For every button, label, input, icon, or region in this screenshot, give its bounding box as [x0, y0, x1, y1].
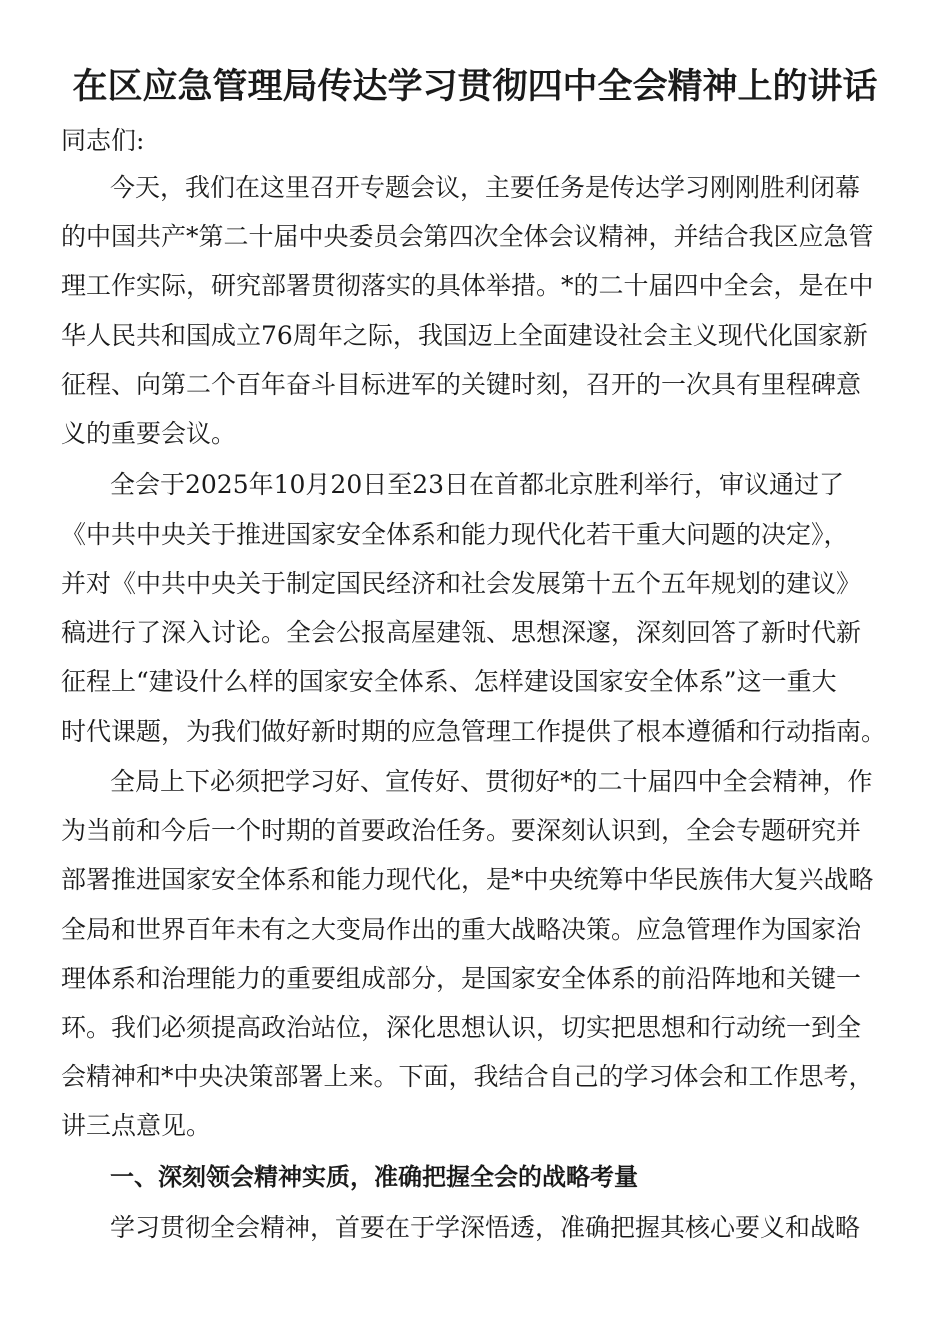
paragraph-1-line-4: 华人民共和国成立76周年之际，我国迈上全面建设社会主义现代化国家新: [61, 321, 868, 350]
paragraph-1-line-6: 义的重要会议。: [61, 419, 237, 448]
paragraph-2-line-1: 全会于2025年10月20日至23日在首都北京胜利举行，审议通过了: [110, 470, 845, 499]
salutation: 同志们:: [61, 126, 145, 155]
paragraph-2-line-3: 并对《中共中央关于制定国民经济和社会发展第十五个五年规划的建议》: [61, 569, 862, 598]
paragraph-3-line-5: 理体系和治理能力的重要组成部分，是国家安全体系的前沿阵地和关键一: [61, 964, 862, 993]
paragraph-3-line-4: 全局和世界百年未有之大变局作出的重大战略决策。应急管理作为国家治: [61, 915, 862, 944]
paragraph-2-line-4: 稿进行了深入讨论。全会公报高屋建瓴、思想深邃，深刻回答了新时代新: [61, 618, 862, 647]
paragraph-2-line-6: 时代课题，为我们做好新时期的应急管理工作提供了根本遵循和行动指南。: [61, 717, 887, 746]
paragraph-4-line-1: 学习贯彻全会精神，首要在于学深悟透，准确把握其核心要义和战略: [110, 1213, 861, 1242]
paragraph-1-line-2: 的中国共产*第二十届中央委员会第四次全体会议精神，并结合我区应急管: [61, 222, 874, 251]
paragraph-3-line-8: 讲三点意见。: [61, 1111, 212, 1140]
paragraph-2-line-2: 《中共中央关于推进国家安全体系和能力现代化若干重大问题的决定》，: [61, 520, 849, 549]
paragraph-3-line-6: 环。我们必须提高政治站位，深化思想认识，切实把思想和行动统一到全: [61, 1013, 862, 1042]
paragraph-1-line-5: 征程、向第二个百年奋斗目标进军的关键时刻，召开的一次具有里程碑意: [61, 370, 862, 399]
paragraph-2-line-5: 征程上“建设什么样的国家安全体系、怎样建设国家安全体系”这一重大: [61, 667, 837, 696]
paragraph-1-line-1: 今天，我们在这里召开专题会议，主要任务是传达学习刚刚胜利闭幕: [110, 173, 861, 202]
paragraph-1-line-3: 理工作实际，研究部署贯彻落实的具体举措。*的二十届四中全会，是在中: [61, 271, 874, 300]
document-title: 在区应急管理局传达学习贯彻四中全会精神上的讲话: [72, 67, 878, 107]
paragraph-3-line-3: 部署推进国家安全体系和能力现代化，是*中央统筹中华民族伟大复兴战略: [61, 865, 874, 894]
paragraph-3-line-1: 全局上下必须把学习好、宣传好、贯彻好*的二十届四中全会精神，作: [110, 767, 873, 796]
paragraph-3-line-7: 会精神和*中央决策部署上来。下面，我结合自己的学习体会和工作思考，: [61, 1062, 874, 1091]
paragraph-3-line-2: 为当前和今后一个时期的首要政治任务。要深刻认识到，全会专题研究并: [61, 816, 862, 845]
section-heading-1: 一、深刻领会精神实质，准确把握全会的战略考量: [110, 1163, 638, 1191]
